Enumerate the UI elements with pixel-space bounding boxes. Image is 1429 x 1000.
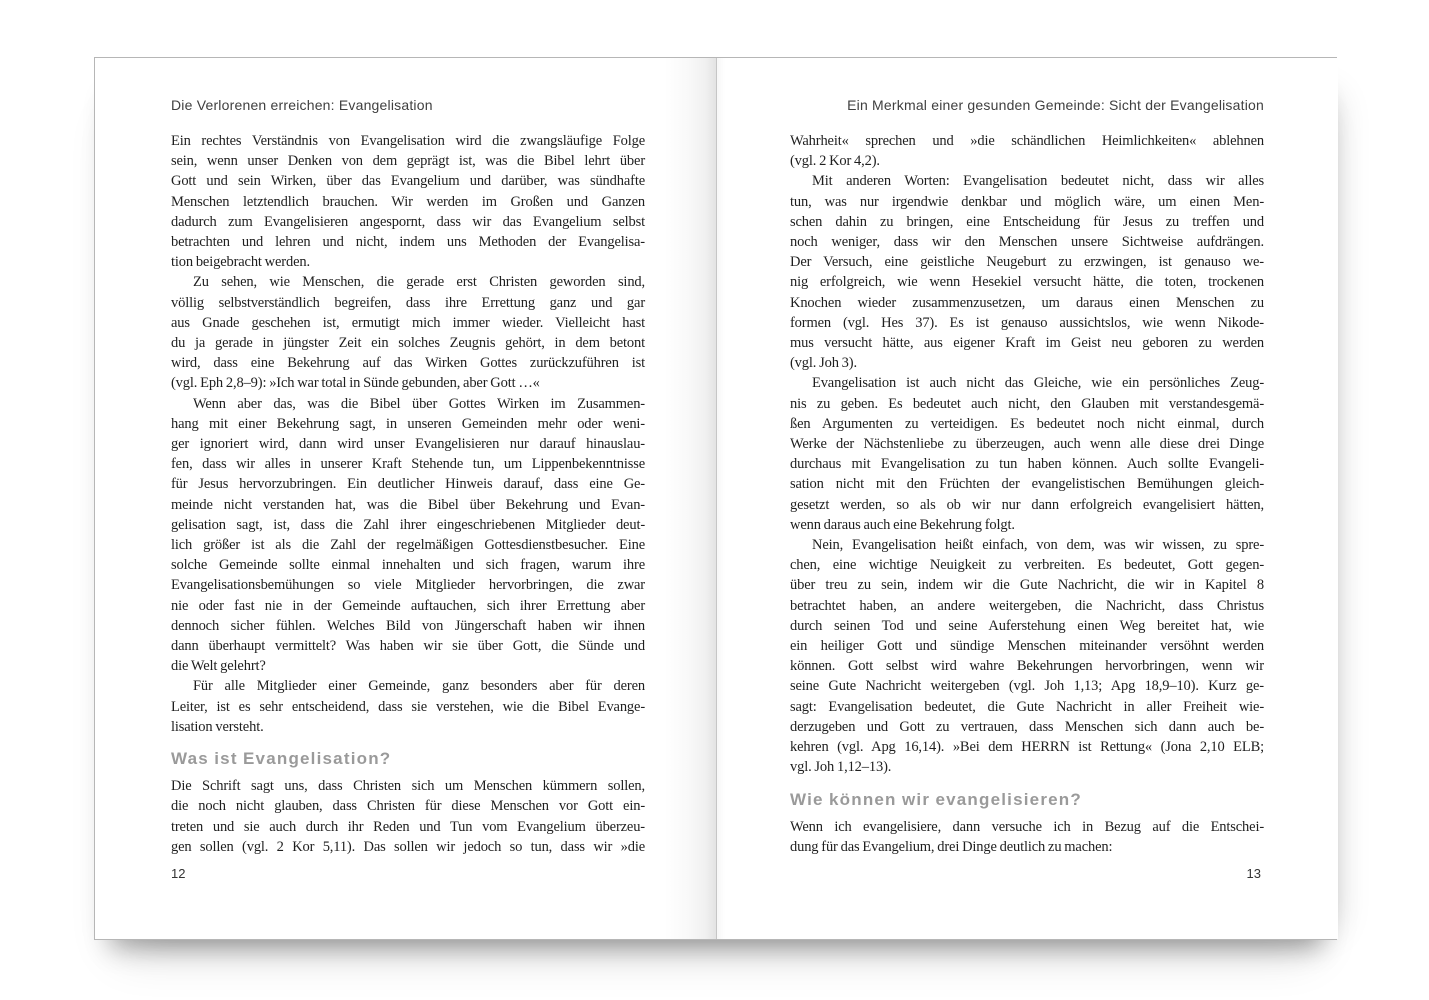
text-line: Evangelisation ist auch nicht das Gleiche, wie ein persönliches Zeug- — [812, 375, 1264, 392]
text-line: vgl. Joh 1,12–13). — [790, 759, 892, 776]
text-line: dung für das Evangelium, drei Dinge deutlich zu machen: — [790, 838, 1113, 855]
text-line: nis zu geben. Es bedeutet auch nicht, den Glauben mit verstandesgemä- — [790, 395, 1264, 412]
paragraph — [790, 817, 1264, 857]
paragraph — [790, 535, 1264, 777]
text-line: formen (vgl. Hes 37). Es ist genauso aussichtslos, wie wenn Nikode- — [790, 314, 1264, 331]
text-line: (vgl. Joh 3). — [790, 355, 857, 372]
text-line: gen sollen (vgl. 2 Kor 5,11). Das sollen wir jedoch so tun, dass wir »die — [171, 838, 645, 855]
page-number-left: 12 — [171, 866, 186, 881]
text-line: Werke der Nächstenliebe zu überzeugen, auch wenn alle diese drei Dinge — [790, 436, 1264, 453]
text-line: hang mit einer Bekehrung sagt, in unseren Gemeinden mehr oder weni- — [171, 415, 645, 432]
text-line: kehren (vgl. Apg 16,14). »Bei dem HERRN ist Rettung« (Jona 2,10 ELB; — [790, 739, 1264, 756]
text-line: Evangelisationsbemühungen so viele Mitglieder hervorbringen, die zwar — [171, 577, 645, 594]
running-head-left: Die Verlorenen erreichen: Evangelisation — [171, 97, 433, 113]
text-line: treten und sie auch durch ihr Reden und Tun vom Evangelium überzeu- — [171, 818, 645, 835]
text-line: (vgl. 2 Kor 4,2). — [790, 153, 880, 170]
text-line: ger ignoriert wird, dann wird unser Evangelisieren nur darauf hinauslau- — [171, 436, 645, 453]
text-line: (vgl. Eph 2,8–9): »Ich war total in Sünde gebunden, aber Gott …« — [171, 375, 540, 392]
text-line: tun, was nur irgendwie denkbar und möglich wäre, um einen Men- — [790, 193, 1264, 210]
text-line: du ja gerade in jüngster Zeit ein solches Zeugnis gehört, in dem betont — [171, 335, 645, 352]
paragraph — [171, 131, 645, 272]
text-line: Wenn aber das, was die Bibel über Gottes Wirken im Zusammen- — [193, 395, 645, 412]
running-head-right: Ein Merkmal einer gesunden Gemeinde: Sicht der Evangelisation — [847, 97, 1264, 113]
paragraph — [171, 394, 645, 677]
text-line: derzugeben und Gott zu vertrauen, dass Menschen sich dann auch be- — [790, 718, 1264, 735]
text-line: Gott und sein Wirken, über das Evangelium und darüber, was sündhafte — [171, 173, 645, 190]
text-line: lich größer ist als die Zahl der regelmäßigen Gottesdienstbesucher. Eine — [171, 537, 645, 554]
section-heading: Was ist Evangelisation? — [171, 749, 392, 769]
text-line: durchaus mit Evangelisation zu tun haben können. Auch sollte Evangeli- — [790, 456, 1264, 473]
text-line: Zu sehen, wie Menschen, die gerade erst Christen geworden sind, — [193, 274, 645, 291]
page-right — [717, 58, 1338, 939]
text-line: Wenn ich evangelisiere, dann versuche ich in Bezug auf die Entschei- — [790, 818, 1264, 835]
text-line: dennoch sicher fühlen. Welches Bild von Jüngerschaft haben wir ihnen — [171, 617, 645, 634]
text-line: über treu zu sein, indem wir die Gute Nachricht, die wir in Kapitel 8 — [790, 577, 1264, 594]
paragraph — [790, 131, 1264, 171]
page-body-right — [790, 131, 1264, 857]
text-line: schen dahin zu bringen, eine Entscheidung für Jesus zu treffen und — [790, 213, 1264, 230]
text-line: gelisation sagt, ist, dass die Zahl ihrer eingeschriebenen Mitglieder deut- — [171, 516, 645, 533]
text-line: sation nicht mit den Früchten der evangelistischen Bemühungen gleich- — [790, 476, 1264, 493]
text-line: Ein rechtes Verständnis von Evangelisation wird die zwangsläufige Folge — [171, 133, 645, 149]
text-line: Leiter, ist es sehr entscheidend, dass sie verstehen, wie die Bibel Evange- — [171, 698, 645, 715]
text-line: nig erfolgreich, wie wenn Hesekiel versucht hätte, die toten, trockenen — [790, 274, 1264, 291]
text-line: aus Gnade geschehen ist, ermutigt mich immer wieder. Vielleicht hast — [171, 314, 645, 331]
text-line: Der Versuch, eine geistliche Neugeburt zu erzwingen, ist genauso we- — [790, 254, 1264, 271]
page-body-left — [171, 131, 645, 857]
text-line: sein, wenn unser Denken von dem geprägt ist, was die Bibel lehrt über — [171, 153, 645, 170]
page-number-right: 13 — [1246, 866, 1261, 881]
text-line: völlig selbstverständlich begreifen, dass ihre Errettung ganz und gar — [171, 294, 645, 311]
text-line: Menschen letztendlich brauchen. Wir werden im Großen und Ganzen — [171, 193, 645, 210]
text-line: betrachtet haben, an andere weitergeben, die Nachricht, dass Christus — [790, 597, 1264, 614]
text-line: betrachten und lehren und nicht, indem uns Methoden der Evangelisa- — [171, 234, 645, 251]
text-line: Für alle Mitglieder einer Gemeinde, ganz besonders aber für deren — [193, 678, 645, 695]
text-line: Wahrheit« sprechen und »die schändlichen Heimlichkeiten« ablehnen — [790, 133, 1264, 149]
text-line: dann überhaupt vermittelt? Was haben wir sie über Gott, die Sünde und — [171, 638, 645, 655]
paragraph — [171, 676, 645, 737]
book-spread — [94, 57, 1337, 940]
text-line: nie oder fast nie in der Gemeinde auftauchen, sich ihrer Errettung aber — [171, 597, 645, 614]
text-line: gesetzt werden, so als ob wir nur dann erfolgreich evangelisiert hätten, — [790, 496, 1264, 513]
text-line: seine Gute Nachricht weitergeben (vgl. Joh 1,13; Apg 18,9–10). Kurz ge- — [790, 678, 1264, 695]
text-line: tion beigebracht werden. — [171, 254, 310, 271]
text-line: dadurch zum Evangelisieren angespornt, dass wir das Evangelium selbst — [171, 213, 645, 230]
text-line: ßen Argumenten zu verteidigen. Es bedeutet noch nicht einmal, durch — [790, 415, 1264, 432]
text-line: wenn daraus auch eine Bekehrung folgt. — [790, 516, 1015, 533]
page-left — [95, 58, 716, 939]
text-line: wird, dass eine Bekehrung auf das Wirken Gottes zurückzuführen ist — [171, 355, 645, 372]
text-line: meinde nicht verstanden hat, was die Bibel über Bekehrung und Evan- — [171, 496, 645, 513]
paragraph — [171, 776, 645, 857]
section-heading: Wie können wir evangelisieren? — [790, 789, 1082, 809]
text-line: solche Gemeinde sollte einmal innehalten und sich fragen, warum ihre — [171, 557, 645, 574]
text-line: Die Schrift sagt uns, dass Christen sich um Menschen kümmern sollen, — [171, 778, 645, 795]
text-line: lisation versteht. — [171, 718, 264, 735]
paragraph — [790, 171, 1264, 373]
paragraph — [171, 272, 645, 393]
text-line: Nein, Evangelisation heißt einfach, von dem, was wir wissen, zu spre- — [812, 537, 1264, 554]
text-line: die noch nicht glauben, dass Christen für diese Menschen vor Gott ein- — [171, 798, 645, 815]
text-line: ein heiliger Gott und sündige Menschen miteinander versöhnt werden — [790, 638, 1264, 655]
text-line: durch seinen Tod und seine Auferstehung einen Weg bereitet hat, wie — [790, 617, 1264, 634]
text-line: fen, dass wir alles in unserer Kraft Stehende tun, um Lippenbekenntnisse — [171, 456, 645, 473]
text-line: für Jesus hervorzubringen. Ein deutlicher Hinweis darauf, dass eine Ge- — [171, 476, 645, 493]
text-line: sagt: Evangelisation bedeutet, die Gute Nachricht in aller Freiheit wie- — [790, 698, 1264, 715]
text-line: können. Gott selbst wird wahre Bekehrungen hervorbringen, wenn wir — [790, 658, 1264, 675]
text-line: chen, eine wichtige Neuigkeit zu verbreiten. Es bedeutet, Gott gegen- — [790, 557, 1264, 574]
text-line: die Welt gelehrt? — [171, 658, 266, 675]
text-line: Mit anderen Worten: Evangelisation bedeutet nicht, dass wir alles — [812, 173, 1264, 190]
text-line: Knochen wieder zusammenzusetzen, um daraus einen Menschen zu — [790, 294, 1264, 311]
text-line: mus versucht hätte, aus eigener Kraft im Geist neu geboren zu werden — [790, 335, 1264, 352]
paragraph — [790, 373, 1264, 535]
text-line: noch weniger, dass wir den Menschen unsere Sichtweise aufdrängen. — [790, 234, 1264, 251]
